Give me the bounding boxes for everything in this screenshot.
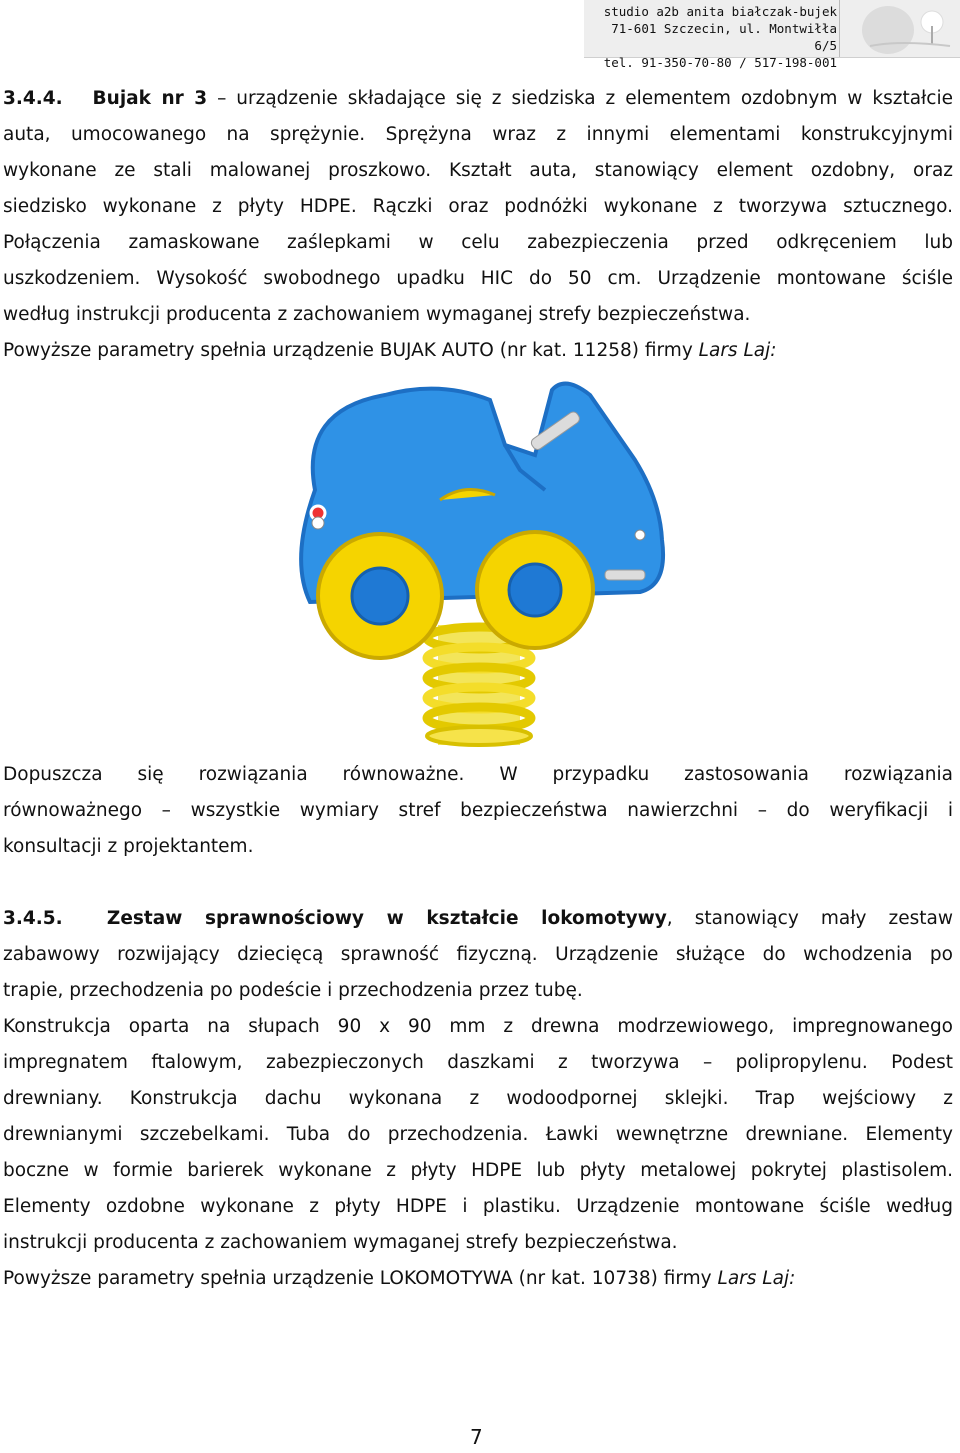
section2-line6: drewniany. Konstrukcja dachu wykonana z wodoodpornej sklejki. Trap wejściowy z bbox=[3, 1088, 953, 1109]
section2-line7: drewnianymi szczebelkami. Tuba do przechodzenia. Ławki wewnętrzne drewniane. Elementy bbox=[3, 1124, 953, 1145]
section2-line8: boczne w formie barierek wykonane z płyty HDPE lub płyty metalowej pokrytej plastisolem. bbox=[3, 1160, 953, 1181]
section2-line3: trapie, przechodzenia po podeście i przechodzenia przez tubę. bbox=[3, 980, 583, 1001]
section2-line9: Elementy ozdobne wykonane z płyty HDPE i plastiku. Urządzenie montowane ściśle według bbox=[3, 1196, 953, 1217]
section2-number: 3.4.5. bbox=[3, 908, 63, 929]
section1-firm: Lars Laj: bbox=[698, 340, 777, 361]
section2-line1-rest: , stanowiący mały zestaw bbox=[666, 908, 953, 929]
section2-title: Zestaw sprawnościowy w kształcie lokomotywy bbox=[106, 908, 667, 929]
section1-line5: Połączenia zamaskowane zaślepkami w celu zabezpieczenia przed odkręceniem lub bbox=[3, 232, 953, 253]
section1-title: Bujak nr 3 bbox=[92, 88, 208, 109]
equivalents-line3: konsultacji z projektantem. bbox=[3, 836, 254, 857]
front-wheel bbox=[318, 534, 442, 658]
section1-line7: według instrukcji producenta z zachowaniem wymaganej strefy bezpieczeństwa. bbox=[3, 304, 751, 325]
studio-contact bbox=[584, 3, 837, 71]
section1-line1-text: – urządzenie składające się z siedziska z elementem ozdobnym w kształcie bbox=[217, 88, 953, 109]
spring-rider-car-image bbox=[290, 370, 670, 750]
section1-line3: wykonane ze stali malowanej proszkowo. Kształt auta, stanowiący element ozdobny, oraz bbox=[3, 160, 953, 181]
section1-line1 bbox=[3, 81, 953, 117]
rear-wheel bbox=[477, 532, 593, 648]
section2-line11-text: Powyższe parametry spełnia urządzenie LOKOMOTYWA (nr kat. 10738) firmy bbox=[3, 1268, 712, 1289]
section1-line2: auta, umocowanego na sprężynie. Sprężyna wraz z innymi elementami konstrukcyjnymi bbox=[3, 124, 953, 145]
section2-line10: instrukcji producenta z zachowaniem wymaganej strefy bezpieczeństwa. bbox=[3, 1232, 678, 1253]
equivalents-line1: Dopuszcza się rozwiązania równoważne. W przypadku zastosowania rozwiązania bbox=[3, 764, 953, 785]
section2-line4: Konstrukcja oparta na słupach 90 x 90 mm z drewna modrzewiowego, impregnowanego bbox=[3, 1016, 953, 1037]
page-number: 7 bbox=[470, 1425, 483, 1449]
tree-logo-icon bbox=[840, 0, 960, 57]
section1-line8 bbox=[3, 333, 953, 369]
studio-address: 71-601 Szczecin, ul. Montwiłła 6/5 bbox=[611, 21, 837, 53]
page-header bbox=[584, 0, 960, 70]
studio-phone: tel. 91-350-70-80 / 517-198-001 bbox=[603, 55, 837, 70]
section2-line2: zabawowy rozwijający dziecięcą sprawność fizyczną. Urządzenie służące do wchodzenia po bbox=[3, 944, 953, 965]
section1-number: 3.4.4. bbox=[3, 88, 63, 109]
section1-line4: siedzisko wykonane z płyty HDPE. Rączki oraz podnóżki wykonane z tworzywa sztucznego. bbox=[3, 196, 953, 217]
section1-line8-text: Powyższe parametry spełnia urządzenie BUJAK AUTO (nr kat. 11258) firmy bbox=[3, 340, 693, 361]
studio-logo bbox=[839, 0, 960, 57]
section1-line6: uszkodzeniem. Wysokość swobodnego upadku HIC do 50 cm. Urządzenie montowane ściśle bbox=[3, 268, 953, 289]
section2-firm: Lars Laj: bbox=[717, 1268, 796, 1289]
equivalents-line2: równoważnego – wszystkie wymiary stref bezpieczeństwa nawierzchni – do weryfikacji i bbox=[3, 800, 953, 821]
section2-line11 bbox=[3, 1261, 953, 1297]
section2-line5: impregnatem ftalowym, zabezpieczonych daszkami z tworzywa – polipropylenu. Podest bbox=[3, 1052, 953, 1073]
studio-name: studio a2b anita białczak-bujek bbox=[603, 4, 837, 19]
section2-line1 bbox=[3, 901, 953, 937]
